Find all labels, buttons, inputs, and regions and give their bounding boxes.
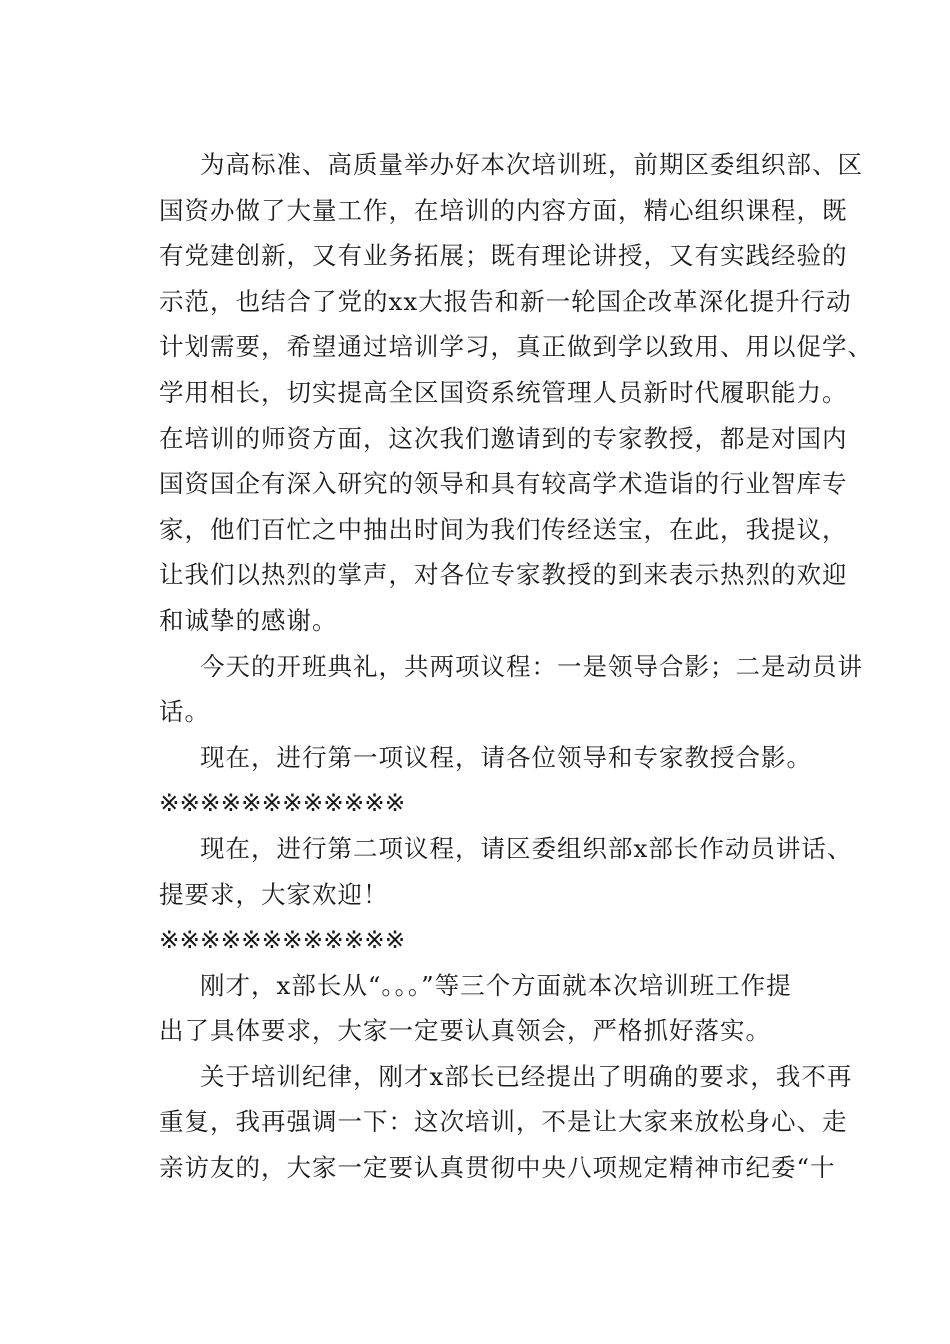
text-line: 关于培训纪律，刚才x部长已经提出了明确的要求，我不再 <box>200 1061 853 1091</box>
text-line: 现在，进行第一项议程，请各位领导和专家教授合影。 <box>200 742 812 772</box>
text-line: 出了具体要求，大家一定要认真领会，严格抓好落实。 <box>159 1016 771 1046</box>
paragraph <box>118 142 873 644</box>
text-line: 示范，也结合了党的xx大报告和新一轮国企改革深化提升行动 <box>159 286 852 316</box>
text-line: 刚才，x部长从“。。。”等三个方面就本次培训班工作提 <box>200 970 792 1000</box>
text-line: 为高标准、高质量举办好本次培训班，前期区委组织部、区 <box>200 150 863 179</box>
text-line: 重复，我再强调一下：这次培训，不是让大家来放松身心、走 <box>159 1107 848 1137</box>
text-line: 提要求，大家欢迎！ <box>159 879 389 909</box>
text-line: 和诚挚的感谢。 <box>159 605 338 635</box>
text-line: 国资国企有深入研究的领导和具有较高学术造诣的行业智库专 <box>159 469 848 499</box>
text-line: 今天的开班典礼，共两项议程：一是领导合影；二是动员讲 <box>200 651 863 681</box>
text-line: 让我们以热烈的掌声，对各位专家教授的到来表示热烈的欢迎 <box>159 560 848 590</box>
separator-marks: ※※※※※※※※※※※※ <box>159 925 406 955</box>
text-line: 话。 <box>159 697 210 727</box>
paragraph <box>118 1054 853 1191</box>
text-line: 现在，进行第二项议程，请区委组织部x部长作动员讲话、 <box>200 833 853 863</box>
text-line: 学用相长，切实提高全区国资系统管理人员新时代履职能力。 <box>159 377 848 407</box>
text-line: 在培训的师资方面，这次我们邀请到的专家教授，都是对国内 <box>159 423 848 453</box>
paragraph <box>118 735 838 781</box>
paragraph <box>118 644 863 735</box>
text-line: 亲访友的，大家一定要认真贯彻中央八项规定精神市纪委“十 <box>159 1153 836 1183</box>
paragraph <box>118 963 838 1054</box>
text-line: 有党建创新，又有业务拓展；既有理论讲授，又有实践经验的 <box>159 241 848 271</box>
text-line: 家，他们百忙之中抽出时间为我们传经送宝，在此，我提议， <box>159 514 848 544</box>
text-line: 计划需要，希望通过培训学习，真正做到学以致用、用以促学、 <box>159 332 873 362</box>
paragraph <box>118 826 853 917</box>
separator-marks: ※※※※※※※※※※※※ <box>159 788 406 818</box>
text-line: 国资办做了大量工作，在培训的内容方面，精心组织课程，既 <box>159 195 848 225</box>
document-body <box>118 142 873 1191</box>
